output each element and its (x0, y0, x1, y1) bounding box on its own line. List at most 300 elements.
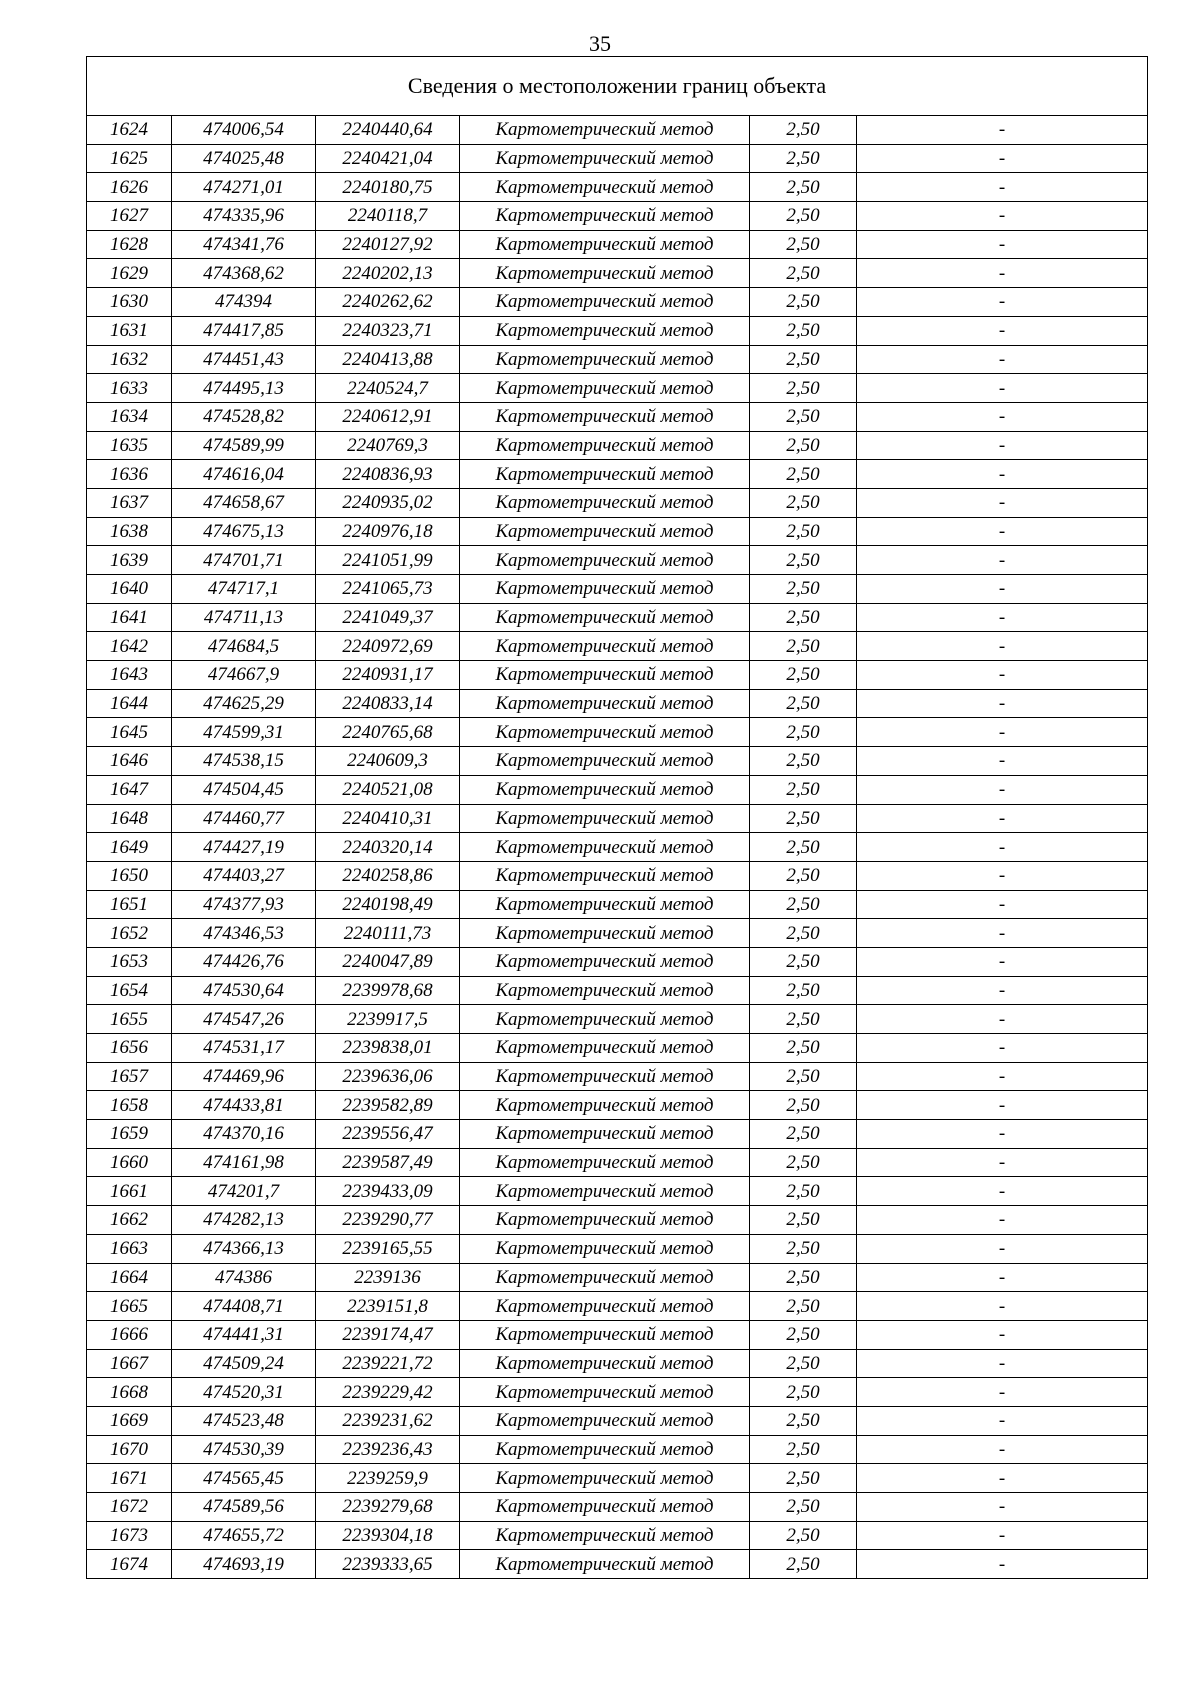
point-number-cell: 1641 (87, 603, 172, 632)
point-number-cell: 1633 (87, 374, 172, 403)
accuracy-cell: 2,50 (750, 1263, 857, 1292)
accuracy-cell: 2,50 (750, 316, 857, 345)
x-coordinate-cell: 474377,93 (172, 890, 316, 919)
point-number-cell: 1651 (87, 890, 172, 919)
table-row (87, 1406, 1148, 1435)
table-row (87, 689, 1148, 718)
description-cell: - (857, 775, 1148, 804)
y-coordinate-cell: 2240323,71 (316, 316, 460, 345)
method-cell: Картометрический метод (460, 402, 750, 431)
table-row (87, 1320, 1148, 1349)
description-cell: - (857, 603, 1148, 632)
description-cell: - (857, 890, 1148, 919)
boundary-coordinates-table (86, 56, 1148, 1579)
y-coordinate-cell: 2239151,8 (316, 1292, 460, 1321)
point-number-cell: 1643 (87, 661, 172, 690)
accuracy-cell: 2,50 (750, 546, 857, 575)
description-cell: - (857, 575, 1148, 604)
point-number-cell: 1644 (87, 689, 172, 718)
y-coordinate-cell: 2239333,65 (316, 1550, 460, 1579)
y-coordinate-cell: 2241049,37 (316, 603, 460, 632)
accuracy-cell: 2,50 (750, 1320, 857, 1349)
y-coordinate-cell: 2239587,49 (316, 1148, 460, 1177)
y-coordinate-cell: 2240765,68 (316, 718, 460, 747)
y-coordinate-cell: 2240421,04 (316, 144, 460, 173)
accuracy-cell: 2,50 (750, 661, 857, 690)
x-coordinate-cell: 474599,31 (172, 718, 316, 747)
description-cell: - (857, 632, 1148, 661)
y-coordinate-cell: 2240769,3 (316, 431, 460, 460)
point-number-cell: 1628 (87, 230, 172, 259)
method-cell: Картометрический метод (460, 173, 750, 202)
table-body (87, 116, 1148, 1579)
x-coordinate-cell: 474201,7 (172, 1177, 316, 1206)
description-cell: - (857, 1206, 1148, 1235)
y-coordinate-cell: 2239236,43 (316, 1435, 460, 1464)
accuracy-cell: 2,50 (750, 1550, 857, 1579)
y-coordinate-cell: 2239917,5 (316, 1005, 460, 1034)
accuracy-cell: 2,50 (750, 460, 857, 489)
accuracy-cell: 2,50 (750, 1034, 857, 1063)
x-coordinate-cell: 474717,1 (172, 575, 316, 604)
accuracy-cell: 2,50 (750, 1005, 857, 1034)
table-row (87, 718, 1148, 747)
table-row (87, 460, 1148, 489)
y-coordinate-cell: 2239556,47 (316, 1120, 460, 1149)
y-coordinate-cell: 2239978,68 (316, 976, 460, 1005)
x-coordinate-cell: 474394 (172, 288, 316, 317)
description-cell: - (857, 173, 1148, 202)
method-cell: Картометрический метод (460, 775, 750, 804)
accuracy-cell: 2,50 (750, 976, 857, 1005)
accuracy-cell: 2,50 (750, 632, 857, 661)
accuracy-cell: 2,50 (750, 1091, 857, 1120)
method-cell: Картометрический метод (460, 1292, 750, 1321)
point-number-cell: 1639 (87, 546, 172, 575)
method-cell: Картометрический метод (460, 144, 750, 173)
method-cell: Картометрический метод (460, 460, 750, 489)
y-coordinate-cell: 2239231,62 (316, 1406, 460, 1435)
table-row (87, 316, 1148, 345)
x-coordinate-cell: 474469,96 (172, 1062, 316, 1091)
x-coordinate-cell: 474335,96 (172, 202, 316, 231)
x-coordinate-cell: 474531,17 (172, 1034, 316, 1063)
y-coordinate-cell: 2239174,47 (316, 1320, 460, 1349)
x-coordinate-cell: 474368,62 (172, 259, 316, 288)
method-cell: Картометрический метод (460, 575, 750, 604)
x-coordinate-cell: 474346,53 (172, 919, 316, 948)
description-cell: - (857, 316, 1148, 345)
y-coordinate-cell: 2240935,02 (316, 488, 460, 517)
table-row (87, 546, 1148, 575)
accuracy-cell: 2,50 (750, 1464, 857, 1493)
description-cell: - (857, 1034, 1148, 1063)
table-row (87, 1493, 1148, 1522)
point-number-cell: 1630 (87, 288, 172, 317)
y-coordinate-cell: 2239229,42 (316, 1378, 460, 1407)
method-cell: Картометрический метод (460, 718, 750, 747)
description-cell: - (857, 402, 1148, 431)
point-number-cell: 1667 (87, 1349, 172, 1378)
accuracy-cell: 2,50 (750, 603, 857, 632)
description-cell: - (857, 747, 1148, 776)
table-row (87, 374, 1148, 403)
y-coordinate-cell: 2240111,73 (316, 919, 460, 948)
method-cell: Картометрический метод (460, 259, 750, 288)
method-cell: Картометрический метод (460, 1234, 750, 1263)
description-cell: - (857, 1464, 1148, 1493)
x-coordinate-cell: 474547,26 (172, 1005, 316, 1034)
accuracy-cell: 2,50 (750, 202, 857, 231)
method-cell: Картометрический метод (460, 345, 750, 374)
table-row (87, 1435, 1148, 1464)
table-title: Сведения о местоположении границ объекта (87, 57, 1148, 116)
point-number-cell: 1648 (87, 804, 172, 833)
method-cell: Картометрический метод (460, 1177, 750, 1206)
x-coordinate-cell: 474504,45 (172, 775, 316, 804)
y-coordinate-cell: 2239165,55 (316, 1234, 460, 1263)
point-number-cell: 1655 (87, 1005, 172, 1034)
description-cell: - (857, 1435, 1148, 1464)
point-number-cell: 1636 (87, 460, 172, 489)
point-number-cell: 1640 (87, 575, 172, 604)
description-cell: - (857, 345, 1148, 374)
page-number: 35 (589, 31, 611, 56)
y-coordinate-cell: 2240047,89 (316, 947, 460, 976)
accuracy-cell: 2,50 (750, 230, 857, 259)
accuracy-cell: 2,50 (750, 288, 857, 317)
table-row (87, 259, 1148, 288)
table-row (87, 603, 1148, 632)
point-number-cell: 1638 (87, 517, 172, 546)
description-cell: - (857, 689, 1148, 718)
x-coordinate-cell: 474426,76 (172, 947, 316, 976)
method-cell: Картометрический метод (460, 116, 750, 145)
y-coordinate-cell: 2240833,14 (316, 689, 460, 718)
table-row (87, 173, 1148, 202)
method-cell: Картометрический метод (460, 1464, 750, 1493)
accuracy-cell: 2,50 (750, 1378, 857, 1407)
accuracy-cell: 2,50 (750, 689, 857, 718)
point-number-cell: 1673 (87, 1521, 172, 1550)
table-title-row (87, 57, 1148, 116)
table-row (87, 1349, 1148, 1378)
table-row (87, 431, 1148, 460)
method-cell: Картометрический метод (460, 1148, 750, 1177)
table-row (87, 1062, 1148, 1091)
point-number-cell: 1650 (87, 861, 172, 890)
method-cell: Картометрический метод (460, 1206, 750, 1235)
x-coordinate-cell: 474433,81 (172, 1091, 316, 1120)
accuracy-cell: 2,50 (750, 517, 857, 546)
accuracy-cell: 2,50 (750, 747, 857, 776)
y-coordinate-cell: 2240262,62 (316, 288, 460, 317)
y-coordinate-cell: 2239304,18 (316, 1521, 460, 1550)
point-number-cell: 1656 (87, 1034, 172, 1063)
boundary-table-frame (86, 56, 1147, 1579)
accuracy-cell: 2,50 (750, 374, 857, 403)
description-cell: - (857, 919, 1148, 948)
x-coordinate-cell: 474427,19 (172, 833, 316, 862)
method-cell: Картометрический метод (460, 1550, 750, 1579)
description-cell: - (857, 947, 1148, 976)
table-row (87, 861, 1148, 890)
x-coordinate-cell: 474495,13 (172, 374, 316, 403)
table-row (87, 345, 1148, 374)
point-number-cell: 1658 (87, 1091, 172, 1120)
x-coordinate-cell: 474565,45 (172, 1464, 316, 1493)
accuracy-cell: 2,50 (750, 1493, 857, 1522)
y-coordinate-cell: 2240202,13 (316, 259, 460, 288)
description-cell: - (857, 517, 1148, 546)
table-row (87, 144, 1148, 173)
accuracy-cell: 2,50 (750, 431, 857, 460)
accuracy-cell: 2,50 (750, 718, 857, 747)
table-row (87, 833, 1148, 862)
x-coordinate-cell: 474370,16 (172, 1120, 316, 1149)
accuracy-cell: 2,50 (750, 1206, 857, 1235)
description-cell: - (857, 976, 1148, 1005)
description-cell: - (857, 202, 1148, 231)
method-cell: Картометрический метод (460, 1406, 750, 1435)
y-coordinate-cell: 2239433,09 (316, 1177, 460, 1206)
table-row (87, 202, 1148, 231)
method-cell: Картометрический метод (460, 1091, 750, 1120)
description-cell: - (857, 1234, 1148, 1263)
method-cell: Картометрический метод (460, 890, 750, 919)
method-cell: Картометрический метод (460, 288, 750, 317)
description-cell: - (857, 1263, 1148, 1292)
description-cell: - (857, 259, 1148, 288)
method-cell: Картометрический метод (460, 1493, 750, 1522)
point-number-cell: 1670 (87, 1435, 172, 1464)
table-row (87, 517, 1148, 546)
description-cell: - (857, 1320, 1148, 1349)
y-coordinate-cell: 2239838,01 (316, 1034, 460, 1063)
accuracy-cell: 2,50 (750, 833, 857, 862)
description-cell: - (857, 460, 1148, 489)
point-number-cell: 1631 (87, 316, 172, 345)
point-number-cell: 1666 (87, 1320, 172, 1349)
description-cell: - (857, 116, 1148, 145)
x-coordinate-cell: 474366,13 (172, 1234, 316, 1263)
point-number-cell: 1657 (87, 1062, 172, 1091)
point-number-cell: 1634 (87, 402, 172, 431)
point-number-cell: 1661 (87, 1177, 172, 1206)
accuracy-cell: 2,50 (750, 144, 857, 173)
point-number-cell: 1637 (87, 488, 172, 517)
point-number-cell: 1647 (87, 775, 172, 804)
y-coordinate-cell: 2240258,86 (316, 861, 460, 890)
accuracy-cell: 2,50 (750, 488, 857, 517)
description-cell: - (857, 1521, 1148, 1550)
point-number-cell: 1660 (87, 1148, 172, 1177)
accuracy-cell: 2,50 (750, 575, 857, 604)
x-coordinate-cell: 474271,01 (172, 173, 316, 202)
method-cell: Картометрический метод (460, 661, 750, 690)
table-row (87, 1464, 1148, 1493)
point-number-cell: 1668 (87, 1378, 172, 1407)
y-coordinate-cell: 2239259,9 (316, 1464, 460, 1493)
x-coordinate-cell: 474161,98 (172, 1148, 316, 1177)
point-number-cell: 1632 (87, 345, 172, 374)
accuracy-cell: 2,50 (750, 1234, 857, 1263)
table-row (87, 632, 1148, 661)
y-coordinate-cell: 2239136 (316, 1263, 460, 1292)
point-number-cell: 1669 (87, 1406, 172, 1435)
description-cell: - (857, 374, 1148, 403)
x-coordinate-cell: 474589,56 (172, 1493, 316, 1522)
point-number-cell: 1653 (87, 947, 172, 976)
x-coordinate-cell: 474006,54 (172, 116, 316, 145)
y-coordinate-cell: 2240118,7 (316, 202, 460, 231)
y-coordinate-cell: 2240410,31 (316, 804, 460, 833)
method-cell: Картометрический метод (460, 1263, 750, 1292)
description-cell: - (857, 1378, 1148, 1407)
table-row (87, 804, 1148, 833)
x-coordinate-cell: 474701,71 (172, 546, 316, 575)
description-cell: - (857, 1493, 1148, 1522)
y-coordinate-cell: 2240931,17 (316, 661, 460, 690)
table-row (87, 1263, 1148, 1292)
description-cell: - (857, 661, 1148, 690)
method-cell: Картометрический метод (460, 947, 750, 976)
point-number-cell: 1654 (87, 976, 172, 1005)
accuracy-cell: 2,50 (750, 402, 857, 431)
table-row (87, 1148, 1148, 1177)
table-row (87, 775, 1148, 804)
table-row (87, 1005, 1148, 1034)
table-row (87, 661, 1148, 690)
x-coordinate-cell: 474417,85 (172, 316, 316, 345)
x-coordinate-cell: 474684,5 (172, 632, 316, 661)
y-coordinate-cell: 2240976,18 (316, 517, 460, 546)
method-cell: Картометрический метод (460, 689, 750, 718)
description-cell: - (857, 288, 1148, 317)
x-coordinate-cell: 474616,04 (172, 460, 316, 489)
description-cell: - (857, 546, 1148, 575)
y-coordinate-cell: 2239279,68 (316, 1493, 460, 1522)
point-number-cell: 1659 (87, 1120, 172, 1149)
table-row (87, 402, 1148, 431)
method-cell: Картометрический метод (460, 1005, 750, 1034)
method-cell: Картометрический метод (460, 517, 750, 546)
point-number-cell: 1665 (87, 1292, 172, 1321)
accuracy-cell: 2,50 (750, 804, 857, 833)
method-cell: Картометрический метод (460, 1378, 750, 1407)
table-row (87, 116, 1148, 145)
accuracy-cell: 2,50 (750, 1521, 857, 1550)
x-coordinate-cell: 474282,13 (172, 1206, 316, 1235)
point-number-cell: 1645 (87, 718, 172, 747)
accuracy-cell: 2,50 (750, 890, 857, 919)
description-cell: - (857, 1550, 1148, 1579)
table-row (87, 1234, 1148, 1263)
y-coordinate-cell: 2240521,08 (316, 775, 460, 804)
table-row (87, 747, 1148, 776)
x-coordinate-cell: 474460,77 (172, 804, 316, 833)
y-coordinate-cell: 2240127,92 (316, 230, 460, 259)
y-coordinate-cell: 2239582,89 (316, 1091, 460, 1120)
method-cell: Картометрический метод (460, 488, 750, 517)
method-cell: Картометрический метод (460, 804, 750, 833)
accuracy-cell: 2,50 (750, 919, 857, 948)
description-cell: - (857, 1406, 1148, 1435)
description-cell: - (857, 1292, 1148, 1321)
y-coordinate-cell: 2239636,06 (316, 1062, 460, 1091)
point-number-cell: 1635 (87, 431, 172, 460)
y-coordinate-cell: 2240972,69 (316, 632, 460, 661)
table-row (87, 1521, 1148, 1550)
table-row (87, 1120, 1148, 1149)
method-cell: Картометрический метод (460, 1062, 750, 1091)
description-cell: - (857, 488, 1148, 517)
description-cell: - (857, 144, 1148, 173)
method-cell: Картометрический метод (460, 1034, 750, 1063)
description-cell: - (857, 230, 1148, 259)
point-number-cell: 1624 (87, 116, 172, 145)
table-row (87, 976, 1148, 1005)
x-coordinate-cell: 474509,24 (172, 1349, 316, 1378)
x-coordinate-cell: 474530,39 (172, 1435, 316, 1464)
description-cell: - (857, 804, 1148, 833)
table-row (87, 1206, 1148, 1235)
table-row (87, 1292, 1148, 1321)
table-row (87, 488, 1148, 517)
method-cell: Картометрический метод (460, 1521, 750, 1550)
method-cell: Картометрический метод (460, 230, 750, 259)
y-coordinate-cell: 2240836,93 (316, 460, 460, 489)
accuracy-cell: 2,50 (750, 861, 857, 890)
point-number-cell: 1652 (87, 919, 172, 948)
x-coordinate-cell: 474675,13 (172, 517, 316, 546)
method-cell: Картометрический метод (460, 632, 750, 661)
x-coordinate-cell: 474693,19 (172, 1550, 316, 1579)
x-coordinate-cell: 474025,48 (172, 144, 316, 173)
x-coordinate-cell: 474530,64 (172, 976, 316, 1005)
description-cell: - (857, 431, 1148, 460)
description-cell: - (857, 1148, 1148, 1177)
table-row (87, 1378, 1148, 1407)
x-coordinate-cell: 474341,76 (172, 230, 316, 259)
x-coordinate-cell: 474589,99 (172, 431, 316, 460)
y-coordinate-cell: 2240198,49 (316, 890, 460, 919)
method-cell: Картометрический метод (460, 861, 750, 890)
point-number-cell: 1672 (87, 1493, 172, 1522)
y-coordinate-cell: 2240612,91 (316, 402, 460, 431)
description-cell: - (857, 833, 1148, 862)
x-coordinate-cell: 474386 (172, 1263, 316, 1292)
method-cell: Картометрический метод (460, 747, 750, 776)
method-cell: Картометрический метод (460, 1320, 750, 1349)
x-coordinate-cell: 474520,31 (172, 1378, 316, 1407)
method-cell: Картометрический метод (460, 202, 750, 231)
accuracy-cell: 2,50 (750, 1435, 857, 1464)
method-cell: Картометрический метод (460, 316, 750, 345)
table-row (87, 1091, 1148, 1120)
point-number-cell: 1626 (87, 173, 172, 202)
method-cell: Картометрический метод (460, 833, 750, 862)
y-coordinate-cell: 2240440,64 (316, 116, 460, 145)
point-number-cell: 1649 (87, 833, 172, 862)
method-cell: Картометрический метод (460, 976, 750, 1005)
y-coordinate-cell: 2240320,14 (316, 833, 460, 862)
y-coordinate-cell: 2241065,73 (316, 575, 460, 604)
point-number-cell: 1627 (87, 202, 172, 231)
point-number-cell: 1625 (87, 144, 172, 173)
accuracy-cell: 2,50 (750, 775, 857, 804)
method-cell: Картометрический метод (460, 374, 750, 403)
